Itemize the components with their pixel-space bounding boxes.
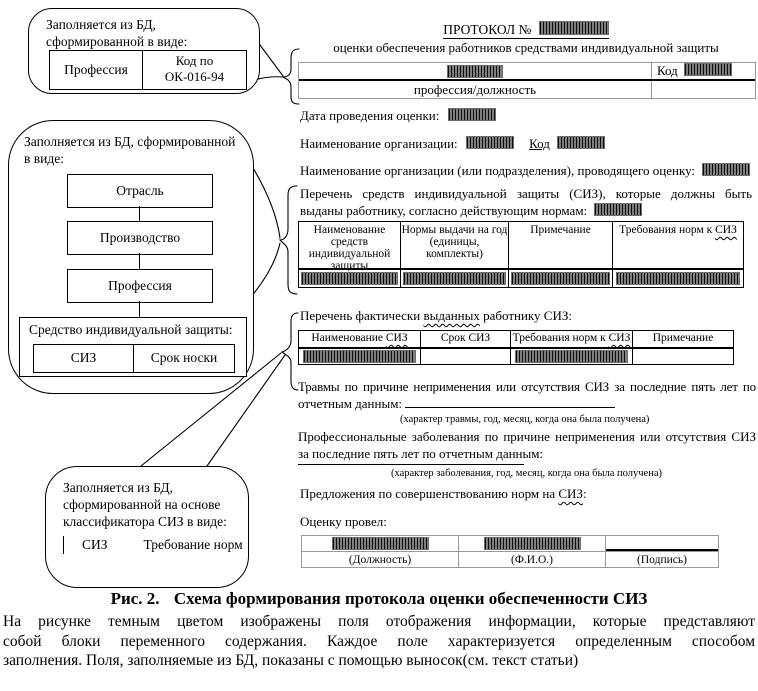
protocol-subtitle: оценки обеспечения работников средствами индивидуальной защиты — [333, 40, 719, 55]
callout-text: Заполняется из БД, — [63, 480, 173, 495]
issued-intro — [300, 307, 572, 324]
figure-description — [3, 612, 755, 671]
table-header-row — [299, 222, 743, 270]
injuries-text: отчетным данным: — [298, 396, 403, 411]
figure-caption — [0, 589, 758, 609]
column-header: Примечание — [652, 332, 714, 344]
organization-label: Наименование организации: — [300, 136, 458, 151]
header-text: Требования норм к — [619, 224, 716, 236]
header-text-wavy: СИЗ — [608, 332, 631, 344]
table-label-row — [302, 551, 718, 567]
hatched-field — [616, 272, 740, 285]
table-border-mark — [63, 536, 64, 554]
classifier-col1: СИЗ — [82, 537, 108, 552]
hatched-field — [557, 136, 605, 149]
norms-intro-line1: Перечень средств индивидуальной защиты (СИЗ), которые должны быть — [300, 186, 752, 201]
callout-text: в виде: — [24, 151, 64, 166]
hatched-field — [301, 272, 398, 285]
table-cell — [401, 270, 509, 287]
table-cell: Срок носки — [150, 350, 218, 365]
organization-line — [300, 135, 605, 152]
table-row — [299, 79, 755, 98]
brace-header-table — [283, 49, 299, 104]
description-line: заполнения. Поля, заполняемые из БД, показаны с помощью выносок(см. текст статьи) — [3, 652, 579, 669]
table-cell — [613, 270, 743, 287]
table-cell — [299, 270, 401, 287]
code-label-line1: Код по — [175, 53, 214, 68]
table-cell — [302, 536, 459, 551]
header-text: Наименование — [311, 332, 386, 344]
table-cell — [511, 349, 633, 364]
code-label-line2: ОК-016-94 — [164, 69, 225, 84]
callout2-tail-line — [250, 163, 280, 238]
flow-box-siz — [19, 317, 247, 377]
injuries-paragraph — [298, 378, 756, 412]
column-header: Срок СИЗ — [421, 331, 511, 347]
hatched-field — [684, 63, 732, 76]
flow-box-profession: Профессия — [67, 269, 213, 303]
table-header-row — [299, 331, 733, 349]
flow-connector — [139, 253, 140, 269]
callout1-tail-line — [257, 41, 283, 76]
classifier-row — [63, 536, 248, 554]
hatched-field — [594, 203, 642, 216]
callout-text: Заполняется из БД, — [46, 17, 156, 32]
table-cell: Профессия — [50, 51, 143, 89]
column-header: Нормы выдачи на год (единицы, комплекты) — [401, 222, 509, 268]
norms-table — [298, 221, 744, 288]
hatched-field — [511, 272, 610, 285]
hatched-field — [403, 272, 506, 285]
issued-intro-text: работнику СИЗ: — [479, 308, 572, 323]
date-line — [300, 107, 496, 124]
siz-box-title: Средство индивидуальной защиты: — [29, 322, 233, 337]
table-cell — [299, 63, 652, 79]
date-label: Дата проведения оценки: — [300, 108, 440, 123]
suggestions-text: Предложения по совершенствованию норм на — [300, 486, 559, 501]
diseases-caption: (характер заболевания, год, месяц, когда она была получена) — [391, 468, 662, 479]
injuries-line2 — [298, 395, 756, 412]
signature-cell — [606, 536, 718, 551]
column-footer: (Должность) — [302, 552, 459, 567]
description-line: На рисунке темным цветом изображены поля отображения информации, которые представляют — [3, 613, 755, 630]
hatched-field — [448, 108, 496, 121]
callout-classifier-db — [45, 466, 249, 588]
table-cell — [633, 349, 733, 364]
evaluator-label: Оценку провел: — [300, 514, 387, 529]
column-header — [613, 222, 743, 268]
callout-text: классификатора СИЗ в виде: — [63, 514, 227, 529]
norms-intro-line2 — [300, 202, 752, 219]
siz-table — [33, 344, 235, 373]
hatched-field — [466, 136, 514, 149]
assessor-organization-label: Наименование организации (или подразделения), проводящего оценку: — [300, 163, 696, 178]
brace-norms-table — [280, 186, 297, 294]
header-text-wavy: СИЗ — [715, 224, 737, 236]
hatched-field — [303, 350, 416, 363]
table-cell — [299, 349, 421, 364]
table-cell — [143, 51, 246, 89]
table-cell — [509, 270, 613, 287]
hatched-field — [515, 350, 628, 363]
evaluator-table — [301, 535, 719, 568]
issued-table — [298, 330, 734, 365]
classifier-col2: Требование норм — [143, 537, 243, 552]
norms-intro — [300, 185, 752, 219]
header-text: Требования норм к — [512, 332, 609, 344]
protocol-title: ПРОТОКОЛ № — [443, 22, 532, 37]
header-text-wavy: СИЗ — [385, 332, 408, 344]
column-header — [511, 331, 633, 347]
fill-in-line — [405, 395, 615, 408]
protocol-title-line — [300, 21, 752, 38]
column-header: Примечание — [509, 222, 613, 268]
code-label: Код — [657, 63, 678, 78]
injuries-line1: Травмы по причине неприменения или отсутствия СИЗ за последние пять лет по — [298, 379, 756, 394]
column-header — [299, 331, 421, 347]
callout-text: Заполняется из БД, сформированной — [24, 134, 236, 149]
hatched-field — [539, 21, 609, 35]
hatched-field — [702, 163, 750, 176]
column-footer: (Подпись) — [637, 553, 687, 566]
table-cell — [421, 349, 511, 364]
table-data-row — [302, 536, 718, 551]
figure-title: Схема формирования протокола оценки обеспеченности СИЗ — [173, 589, 648, 608]
brace-issued-table — [282, 313, 298, 390]
callout-profession-db — [28, 8, 260, 94]
diseases-line1: Профессиональные заболевания по причине неприменения или отсутствия СИЗ — [298, 429, 756, 444]
callout-text: сформированной в виде: — [46, 34, 188, 49]
flow-box-industry: Отрасль — [67, 174, 213, 208]
profession-code-table — [49, 50, 247, 90]
org-code-label: Код — [529, 136, 550, 151]
norms-intro-text: выданы работнику, согласно действующим нормам: — [300, 203, 588, 218]
profession-header-table — [298, 62, 756, 99]
hatched-field — [484, 537, 581, 550]
flow-connector — [139, 206, 140, 221]
flow-connector — [139, 301, 140, 317]
fill-in-line — [298, 463, 524, 465]
column-footer: (Ф.И.О.) — [459, 552, 606, 567]
suggestions-text: : — [582, 486, 587, 501]
description-line: собой блоки переменного содержания. Каждое поле характеризуется определенным способом — [3, 632, 755, 650]
column-header: Наименование средств индивидуальной защиты — [299, 222, 401, 268]
table-cell: СИЗ — [34, 345, 134, 372]
table-cell — [459, 536, 606, 551]
profession-row-label: профессия/должность — [299, 81, 652, 98]
suggestions-wavy: СИЗ — [558, 486, 583, 501]
callout2-tail-line — [250, 243, 280, 298]
table-row — [299, 63, 755, 79]
hatched-field — [332, 537, 429, 550]
issued-intro-wavy: выданных — [423, 308, 480, 323]
hatched-field — [447, 65, 503, 78]
table-data-row — [299, 349, 733, 364]
callout-text: сформированной на основе — [63, 497, 221, 512]
table-cell — [652, 63, 755, 79]
assessor-organization-line — [300, 162, 750, 179]
figure-number: Рис. 2. — [110, 589, 160, 608]
injuries-caption: (характер травмы, год, месяц, когда она была получена) — [400, 414, 650, 425]
flow-box-production: Производство — [67, 221, 213, 255]
suggestions-line — [300, 485, 587, 502]
diseases-line2: за последние пять лет по отчетным данным: — [298, 446, 544, 461]
table-data-row — [299, 270, 743, 287]
diseases-paragraph — [298, 428, 756, 462]
issued-intro-text: Перечень фактически — [300, 308, 424, 323]
callout-norms-db — [8, 120, 254, 394]
